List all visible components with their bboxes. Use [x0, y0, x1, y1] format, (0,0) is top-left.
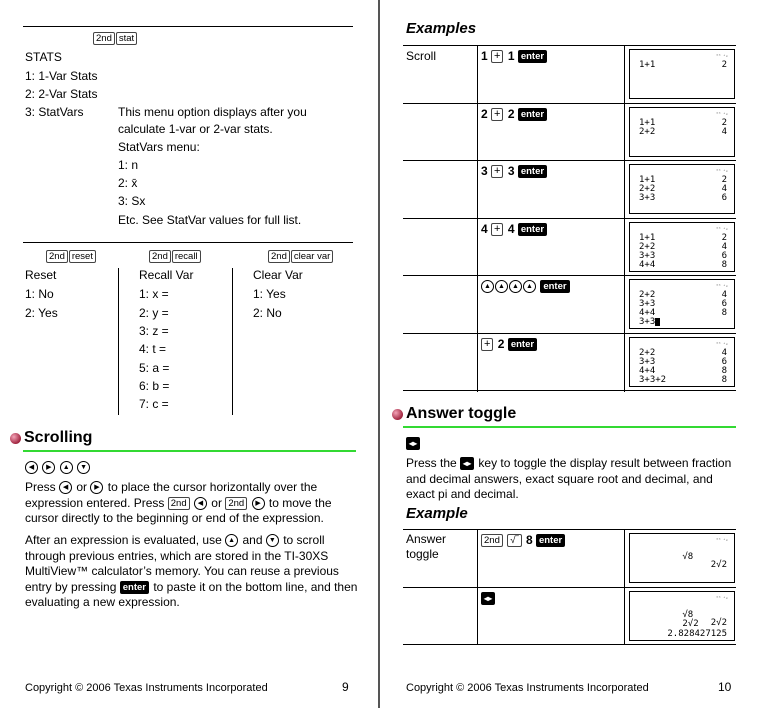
plus-key: + — [491, 165, 503, 178]
screen-line: 4+4 8 — [639, 366, 727, 376]
screen-line: 3+3 6 — [639, 357, 727, 367]
digit-key: 1 — [507, 49, 515, 63]
calc-screen: ᵐᵐ ⁺ₓ 1+1 2 2+2 4 — [629, 107, 735, 157]
column-divider-1 — [118, 268, 119, 415]
recall-item-6: 6: b = — [139, 379, 170, 393]
scrolling-paragraph-2: After an expression is evaluated, use ▲ and ▼ to scroll through previous entries, which are stored in the TI-30XS MultiView™ calculator’s memory. You can reuse a previous entry by pressing enter to paste it on the bottom line, and then evaluating a new expression. — [25, 533, 358, 609]
screen-line: 2+2 4 — [639, 290, 727, 300]
reset-item-1: 1: No — [25, 287, 54, 301]
screen-line: 2+2 4 — [639, 348, 727, 358]
cursor — [655, 318, 660, 326]
recall-item-2: 2: y = — [139, 306, 169, 320]
digit-key: 1 — [481, 49, 488, 63]
stats-note: Etc. See StatVar values for full list. — [118, 213, 302, 227]
key-enter: enter — [120, 581, 149, 594]
scrolling-heading-text: Scrolling — [24, 429, 93, 446]
answer-toggle-heading — [392, 405, 516, 423]
screen-line: 4+4 8 — [639, 260, 727, 270]
right-page — [380, 0, 757, 708]
page-number: 10 — [718, 680, 732, 694]
screen-line: 3+3 6 — [639, 251, 727, 261]
menu-rule — [23, 242, 353, 243]
recall-title: Recall Var — [139, 268, 194, 282]
keystroke-sequence — [481, 49, 548, 63]
calc-screen: ᵐᵐ ⁺ₓ √8 2√2 2√2 2.828427125 — [629, 591, 735, 641]
up-arrow-icon: ▲ — [523, 280, 536, 293]
reset-title: Reset — [25, 268, 57, 282]
scrolling-paragraph-1: Press ◀ or ▶ to place the cursor horizontally over the expression entered. Press 2nd ◀ or 2nd ▶ to move the cursor directly to the beginning or end of the expression. — [25, 480, 332, 525]
right-arrow-icon: ▶ — [42, 461, 55, 474]
keystroke-sequence — [481, 279, 571, 293]
digit-key: 4 — [481, 222, 488, 236]
keystroke-sequence — [481, 337, 538, 351]
example-title: Example — [406, 505, 468, 522]
page-number: 9 — [342, 680, 349, 694]
toggle-key — [406, 436, 421, 450]
key-sqrt: √‾ — [507, 534, 521, 547]
answer-toggle-paragraph: Press the ◂▸ key to toggle the display result between fraction and decimal answers, exact square root and decimal, and exact pi and decimal. — [406, 456, 732, 501]
up-arrow-icon: ▲ — [509, 280, 522, 293]
toggle-row2-key — [481, 591, 496, 605]
recall-item-4: 4: t = — [139, 342, 167, 356]
key-reset: reset — [69, 250, 96, 263]
arrow-keys-row — [25, 460, 91, 474]
screen-line: 3+3 6 — [639, 299, 727, 309]
screen-line: 1+1 2 — [639, 233, 727, 243]
heading-underline — [403, 426, 736, 428]
digit-key: 2 — [507, 107, 515, 121]
clearvar-key-combo — [268, 249, 334, 263]
table-row-divider — [403, 275, 736, 276]
scrolling-heading — [10, 429, 92, 447]
key-clear-var: clear var — [291, 250, 333, 263]
reset-key-combo — [46, 249, 97, 263]
keystroke-sequence — [481, 164, 548, 178]
stats-desc-2: calculate 1-var or 2-var stats. — [118, 122, 273, 136]
key-enter: enter — [518, 50, 547, 63]
scroll-label: Scroll — [406, 49, 437, 63]
key-2nd: 2nd — [225, 497, 247, 510]
calc-screen: ᵐᵐ ⁺ₓ 2+2 4 3+3 6 4+4 8 3+3 — [629, 279, 735, 329]
top-rule — [23, 26, 353, 27]
footer-copyright: Copyright © 2006 Texas Instruments Incorporated — [406, 682, 649, 694]
key-2nd: 2nd — [46, 250, 68, 263]
digit-key: 3 — [481, 164, 488, 178]
screen-line: 1+1 2 — [639, 175, 727, 185]
table-row-divider — [403, 160, 736, 161]
stat-key-combo — [93, 31, 138, 45]
toggle-key-icon: ◂▸ — [406, 437, 420, 450]
key-2nd: 2nd — [168, 497, 190, 510]
down-arrow-icon: ▼ — [266, 534, 279, 547]
screen-line: 4+4 8 — [639, 308, 727, 318]
stats-desc-3: StatVars menu: — [118, 140, 200, 154]
calc-screen: ᵐᵐ ⁺ₓ √8 2√2 — [629, 533, 735, 583]
bullet-icon — [10, 433, 21, 444]
plus-key: + — [481, 338, 493, 351]
right-arrow-icon: ▶ — [90, 481, 103, 494]
examples-table — [403, 45, 736, 392]
stats-title: STATS — [25, 50, 62, 64]
screen-line: 1+1 2 — [639, 118, 727, 128]
left-arrow-icon: ◀ — [59, 481, 72, 494]
digit-key: 2 — [497, 337, 505, 351]
left-arrow-icon: ◀ — [194, 497, 207, 510]
table-row-divider — [403, 218, 736, 219]
up-arrow-icon: ▲ — [225, 534, 238, 547]
heading-underline — [23, 450, 356, 452]
screen-line: 2+2 4 — [639, 242, 727, 252]
answer-toggle-heading-text: Answer toggle — [406, 405, 517, 422]
calc-screen: ᵐᵐ ⁺ₓ 1+1 2 2+2 4 3+3 6 4+4 8 — [629, 222, 735, 272]
key-enter: enter — [508, 338, 537, 351]
digit-key: 3 — [507, 164, 515, 178]
recall-item-1: 1: x = — [139, 287, 169, 301]
statvars-sub-3: 3: Sx — [118, 194, 146, 208]
screen-line: 3+3+2 8 — [639, 375, 727, 385]
up-arrow-icon: ▲ — [481, 280, 494, 293]
statvars-sub-1: 1: n — [118, 158, 139, 172]
left-arrow-icon: ◀ — [25, 461, 38, 474]
keystroke-sequence — [481, 107, 548, 121]
table-row-divider — [403, 333, 736, 334]
table-row-divider — [403, 103, 736, 104]
toggle-key-icon: ◂▸ — [481, 592, 495, 605]
digit-key: 4 — [507, 222, 515, 236]
recall-key-combo — [149, 249, 202, 263]
clearvar-item-1: 1: Yes — [253, 287, 286, 301]
answer-toggle-table — [403, 529, 736, 645]
keystroke-sequence — [481, 222, 548, 236]
down-arrow-icon: ▼ — [77, 461, 90, 474]
calc-screen: ᵐᵐ ⁺ₓ 1+1 2 2+2 4 3+3 6 — [629, 164, 735, 214]
key-enter: enter — [518, 108, 547, 121]
left-page — [0, 0, 378, 708]
up-arrow-icon: ▲ — [60, 461, 73, 474]
plus-key: + — [491, 108, 503, 121]
key-enter: enter — [536, 534, 565, 547]
screen-line: 2+2 4 — [639, 127, 727, 137]
toggle-row1-keys: 2nd √‾ 8 enter — [481, 533, 566, 547]
footer-copyright: Copyright © 2006 Texas Instruments Incorporated — [25, 682, 268, 694]
key-enter: enter — [518, 223, 547, 236]
stats-item-2: 2: 2-Var Stats — [25, 87, 98, 101]
key-2nd: 2nd — [93, 32, 115, 45]
up-arrow-icon: ▲ — [495, 280, 508, 293]
digit-key: 2 — [481, 107, 488, 121]
screen-line: 3+3 — [639, 318, 727, 326]
calc-screen: ᵐᵐ ⁺ₓ 1+1 2 — [629, 49, 735, 99]
key-2nd: 2nd — [481, 534, 503, 547]
recall-item-3: 3: z = — [139, 324, 169, 338]
stats-item-1: 1: 1-Var Stats — [25, 69, 98, 83]
screen-line: 2+2 4 — [639, 184, 727, 194]
right-arrow-icon: ▶ — [252, 497, 265, 510]
key-recall: recall — [172, 250, 201, 263]
key-2nd: 2nd — [149, 250, 171, 263]
key-enter: enter — [518, 165, 547, 178]
examples-title: Examples — [406, 20, 477, 37]
plus-key: + — [491, 50, 503, 63]
stats-item-3: 3: StatVars — [25, 105, 84, 119]
bullet-icon — [392, 409, 403, 420]
key-stat: stat — [116, 32, 137, 45]
clearvar-title: Clear Var — [253, 268, 303, 282]
toggle-key-icon: ◂▸ — [460, 457, 474, 470]
statvars-sub-2: 2: x̄ — [118, 176, 138, 190]
screen-line: 3+3 6 — [639, 193, 727, 203]
table-row-divider — [403, 390, 736, 391]
answer-toggle-label: Answer toggle — [406, 532, 447, 561]
key-2nd: 2nd — [268, 250, 290, 263]
key-enter: enter — [540, 280, 569, 293]
reset-item-2: 2: Yes — [25, 306, 58, 320]
clearvar-item-2: 2: No — [253, 306, 282, 320]
recall-item-5: 5: a = — [139, 361, 170, 375]
stats-desc-1: This menu option displays after you — [118, 105, 307, 119]
recall-item-7: 7: c = — [139, 397, 169, 411]
column-divider-2 — [232, 268, 233, 415]
screen-line: 1+1 2 — [639, 60, 727, 70]
calc-screen: ᵐᵐ ⁺ₓ 2+2 4 3+3 6 4+4 8 3+3+2 8 — [629, 337, 735, 387]
plus-key: + — [491, 223, 503, 236]
